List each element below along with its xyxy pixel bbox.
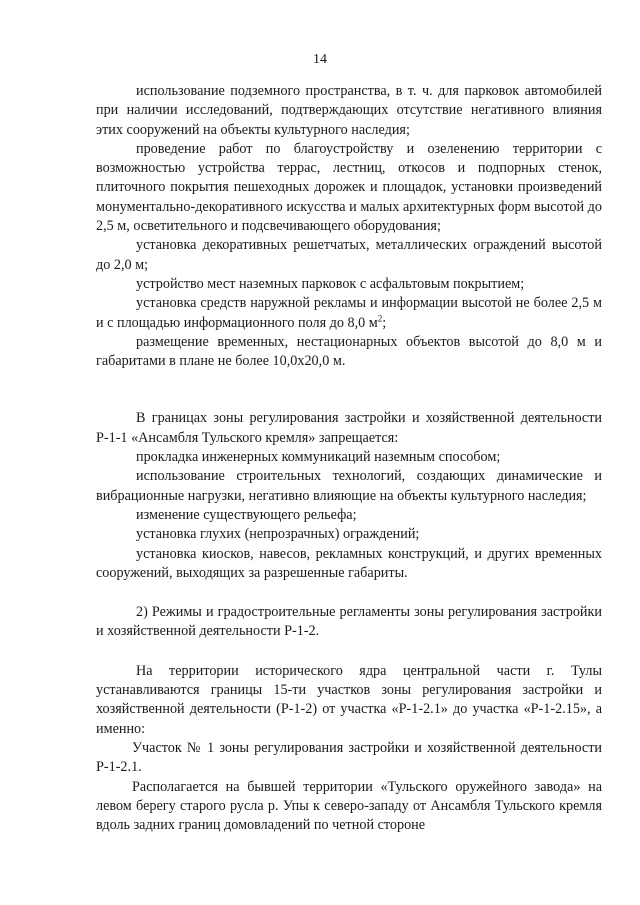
paragraph: прокладка инженерных коммуникаций наземным способом; [136, 449, 501, 466]
paragraph: Участок № 1 зоны регулирования застройки и хозяйственной деятельности Р-1-2.1. [96, 739, 602, 776]
paragraph: размещение временных, нестационарных объектов высотой до 8,0 м и габаритами в плане не более 10,0х20,0 м. [96, 333, 602, 370]
paragraph: использование строительных технологий, создающих динамические и вибрационные нагрузки, негативно влияющие на объекты культурного наследия; [96, 468, 602, 504]
paragraph: изменение существующего рельефа; [136, 506, 357, 523]
paragraph: На территории исторического ядра центральной части г. Тулы устанавливаются границы 15-ти участков зоны регулирования застройки и хозяйственной деятельности (Р-1-2) от участка «Р-1-2.1» до участка «Р-1-2.15», а именно: [96, 662, 602, 737]
paragraph-end: ; [382, 314, 387, 331]
paragraph: установка декоративных решетчатых, металлических ограждений высотой до 2,0 м; [96, 237, 602, 273]
paragraph: установка киосков, навесов, рекламных конструкций, и других временных сооружений, выходящих за разрешенные габариты. [96, 545, 602, 581]
section-heading: 2) Режимы и градостроительные регламенты зоны регулирования застройки и хозяйственной деятельности Р-1-2. [96, 604, 602, 640]
superscript: 2 [377, 312, 383, 323]
page-number: 14 [313, 52, 327, 67]
paragraph [96, 294, 602, 333]
paragraph-text: установка средств наружной рекламы и информации высотой не более 2,5 м и с площадью информационного поля до 8,0 м [96, 295, 602, 331]
paragraph: Располагается на бывшей территории «Тульского оружейного завода» на левом берегу старого русла р. Упы к северо-западу от Ансамбля Тульского кремля вдоль задних границ домовладений по четной стороне [96, 778, 602, 834]
paragraph: В границах зоны регулирования застройки и хозяйственной деятельности Р-1-1 «Ансамбля Тульского кремля» запрещается: [96, 410, 602, 446]
document-body [96, 82, 602, 835]
paragraph: использование подземного пространства, в т. ч. для парковок автомобилей при наличии исследований, подтверждающих отсутствие негативного влияния этих сооружений на объекты культурного наследия; [96, 83, 602, 138]
paragraph: проведение работ по благоустройству и озеленению территории с возможностью устройства террас, лестниц, откосов и подпорных стенок, плиточного покрытия пешеходных дорожек и площадок, установки произведений монументально-декоративного искусства и малых архитектурных форм высотой до 2,5 м, осветительного и подсвечивающего оборудования; [96, 140, 602, 235]
paragraph: устройство мест наземных парковок с асфальтовым покрытием; [136, 275, 525, 292]
paragraph: установка глухих (непрозрачных) ограждений; [136, 526, 420, 543]
